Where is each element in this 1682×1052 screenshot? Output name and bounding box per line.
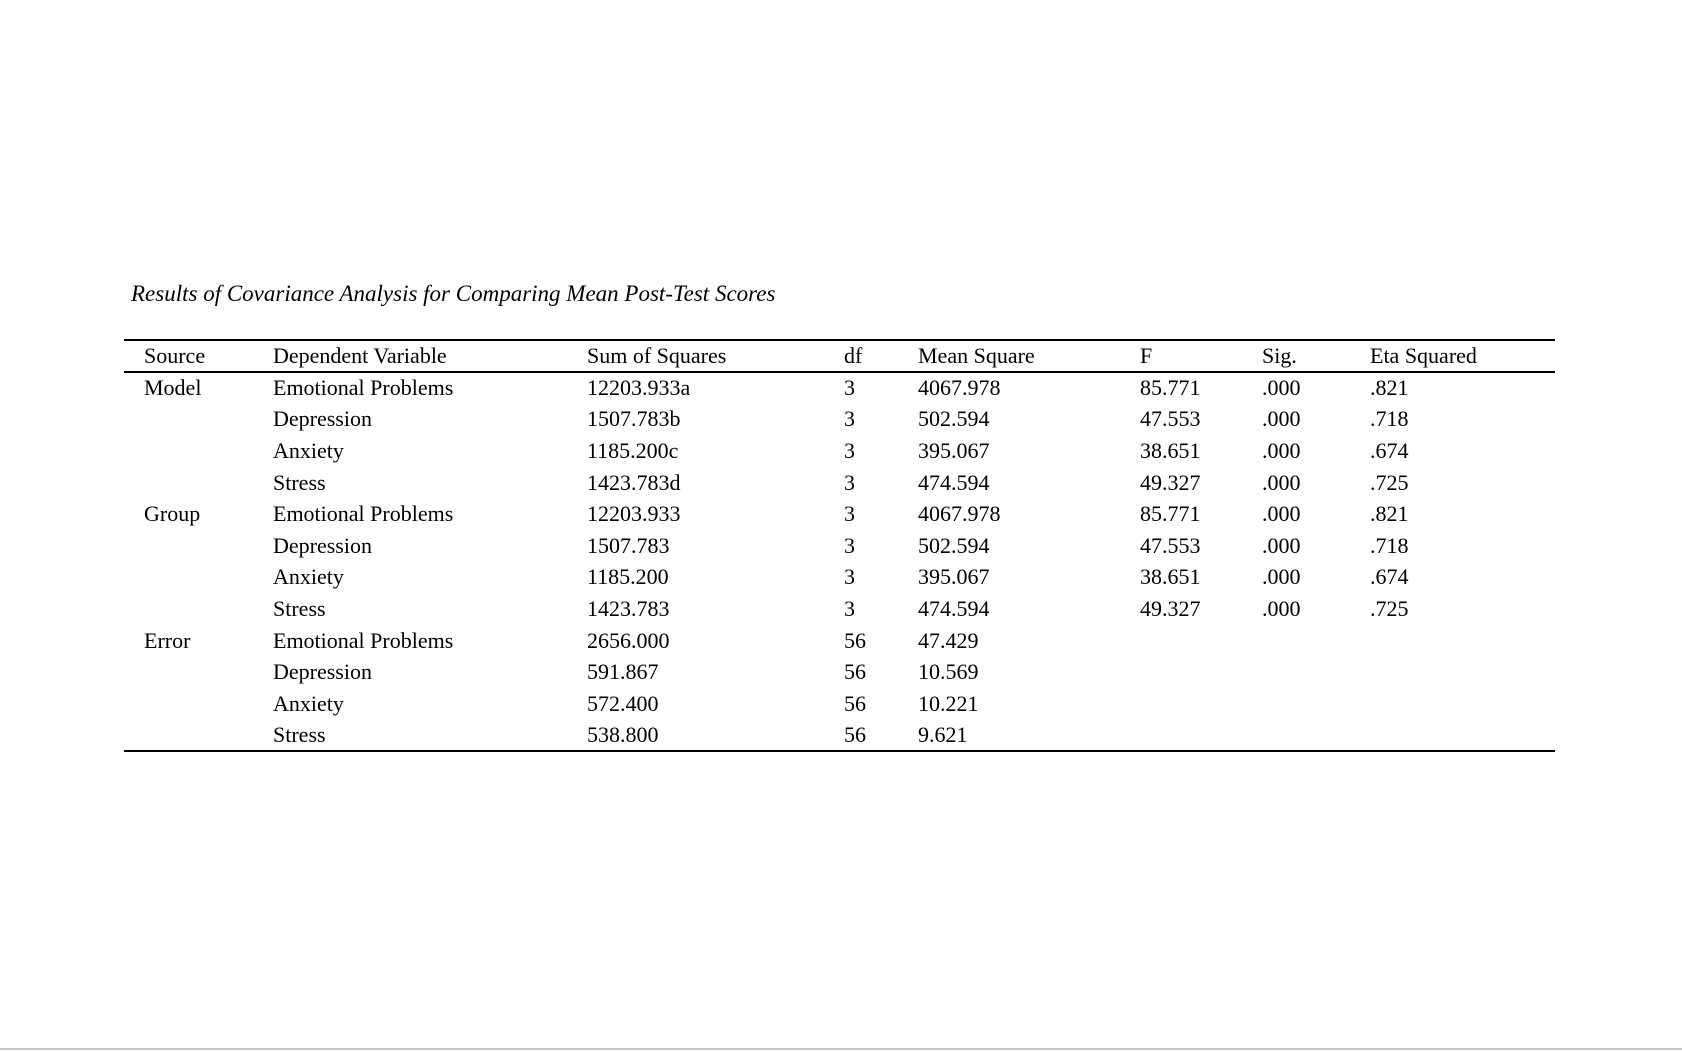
cell-source: Group	[144, 501, 201, 527]
cell-mean-square: 395.067	[918, 564, 990, 590]
cell-df: 56	[844, 690, 866, 716]
table-row	[124, 562, 1555, 594]
cell-eta-squared: .718	[1370, 532, 1409, 558]
table-row	[124, 467, 1555, 499]
cell-sig	[1242, 625, 1350, 657]
cell-sum-of-squares: 1423.783	[587, 595, 670, 621]
cell-source	[124, 404, 253, 436]
cell-dependent-variable: Depression	[273, 406, 372, 432]
cell-sum-of-squares: 12203.933	[587, 501, 681, 527]
cell-dependent-variable: Emotional Problems	[273, 627, 454, 653]
table-row	[124, 372, 1555, 404]
cell-df: 3	[844, 501, 855, 527]
cell-sig	[1242, 656, 1350, 688]
cell-df: 56	[844, 627, 866, 653]
cell-eta-squared: .725	[1370, 469, 1409, 495]
cell-df: 3	[844, 595, 855, 621]
column-header-f: F	[1120, 340, 1242, 372]
cell-source	[124, 530, 253, 562]
cell-sig: .000	[1262, 564, 1301, 590]
column-header-sig: Sig.	[1242, 340, 1350, 372]
cell-df: 3	[844, 469, 855, 495]
table-row	[124, 593, 1555, 625]
column-header-dependent-variable: Dependent Variable	[253, 340, 567, 372]
cell-sum-of-squares: 591.867	[587, 659, 659, 685]
cell-source	[124, 562, 253, 594]
cell-sum-of-squares: 572.400	[587, 690, 659, 716]
cell-dependent-variable: Stress	[273, 469, 326, 495]
cell-mean-square: 395.067	[918, 437, 990, 463]
cell-f: 85.771	[1140, 375, 1201, 401]
cell-f: 47.553	[1140, 532, 1201, 558]
page-boundary-line	[0, 1048, 1682, 1050]
cell-df: 3	[844, 564, 855, 590]
table-header-row	[124, 340, 1555, 372]
cell-source	[124, 720, 253, 752]
table-row	[124, 656, 1555, 688]
cell-sum-of-squares: 1185.200c	[587, 437, 679, 463]
cell-f: 38.651	[1140, 564, 1201, 590]
cell-eta-squared: .725	[1370, 595, 1409, 621]
cell-dependent-variable: Anxiety	[273, 437, 344, 463]
column-header-sum-of-squares: Sum of Squares	[567, 340, 824, 372]
cell-mean-square: 502.594	[918, 532, 990, 558]
column-header-mean-square: Mean Square	[898, 340, 1120, 372]
cell-eta-squared	[1350, 688, 1555, 720]
cell-sum-of-squares: 1507.783b	[587, 406, 681, 432]
cell-sum-of-squares: 1507.783	[587, 532, 670, 558]
cell-sum-of-squares: 1423.783d	[587, 469, 681, 495]
cell-eta-squared: .674	[1370, 564, 1409, 590]
cell-sig: .000	[1262, 469, 1301, 495]
table-caption: Results of Covariance Analysis for Comparing Mean Post-Test Scores	[131, 281, 776, 306]
cell-mean-square: 474.594	[918, 469, 990, 495]
cell-df: 56	[844, 721, 866, 747]
cell-eta-squared: .821	[1370, 375, 1409, 401]
cell-source: Model	[144, 375, 202, 401]
cell-source	[124, 688, 253, 720]
cell-dependent-variable: Depression	[273, 532, 372, 558]
cell-eta-squared	[1350, 720, 1555, 752]
cell-mean-square: 47.429	[918, 627, 979, 653]
cell-sum-of-squares: 538.800	[587, 721, 659, 747]
cell-mean-square: 9.621	[918, 721, 968, 747]
cell-sum-of-squares: 12203.933a	[587, 375, 691, 401]
cell-sig: .000	[1262, 532, 1301, 558]
cell-mean-square: 474.594	[918, 595, 990, 621]
cell-mean-square: 502.594	[918, 406, 990, 432]
cell-f	[1120, 656, 1242, 688]
cell-f: 85.771	[1140, 501, 1201, 527]
table-row	[124, 688, 1555, 720]
cell-sig: .000	[1262, 375, 1301, 401]
table-row	[124, 625, 1555, 657]
cell-df: 3	[844, 375, 855, 401]
cell-eta-squared	[1350, 625, 1555, 657]
cell-eta-squared	[1350, 656, 1555, 688]
table-row	[124, 404, 1555, 436]
cell-sum-of-squares: 1185.200	[587, 564, 669, 590]
cell-source	[124, 593, 253, 625]
cell-df: 56	[844, 659, 866, 685]
cell-dependent-variable: Anxiety	[273, 564, 344, 590]
table-row	[124, 498, 1555, 530]
cell-dependent-variable: Anxiety	[273, 690, 344, 716]
table-row	[124, 530, 1555, 562]
cell-mean-square: 10.221	[918, 690, 979, 716]
cell-source	[124, 435, 253, 467]
cell-sig	[1242, 720, 1350, 752]
cell-f: 49.327	[1140, 469, 1201, 495]
table-row	[124, 435, 1555, 467]
column-header-eta-squared: Eta Squared	[1350, 340, 1555, 372]
cell-sig: .000	[1262, 501, 1301, 527]
column-header-source: Source	[124, 340, 253, 372]
ancova-results-table	[124, 339, 1555, 752]
cell-eta-squared: .821	[1370, 501, 1409, 527]
cell-dependent-variable: Emotional Problems	[273, 375, 454, 401]
column-header-df: df	[824, 340, 898, 372]
cell-sum-of-squares: 2656.000	[587, 627, 670, 653]
cell-f: 49.327	[1140, 595, 1201, 621]
cell-sig: .000	[1262, 406, 1301, 432]
cell-f: 38.651	[1140, 437, 1201, 463]
cell-source: Error	[144, 627, 191, 653]
cell-source	[124, 656, 253, 688]
cell-eta-squared: .674	[1370, 437, 1409, 463]
cell-eta-squared: .718	[1370, 406, 1409, 432]
table-row	[124, 720, 1555, 752]
cell-dependent-variable: Stress	[273, 721, 326, 747]
cell-df: 3	[844, 437, 855, 463]
cell-f	[1120, 688, 1242, 720]
cell-f: 47.553	[1140, 406, 1201, 432]
cell-f	[1120, 625, 1242, 657]
cell-source	[124, 467, 253, 499]
cell-df: 3	[844, 532, 855, 558]
cell-mean-square: 4067.978	[918, 501, 1001, 527]
cell-f	[1120, 720, 1242, 752]
cell-sig: .000	[1262, 595, 1301, 621]
cell-dependent-variable: Emotional Problems	[273, 501, 454, 527]
cell-sig: .000	[1262, 437, 1301, 463]
cell-mean-square: 4067.978	[918, 375, 1001, 401]
cell-dependent-variable: Stress	[273, 595, 326, 621]
cell-sig	[1242, 688, 1350, 720]
cell-mean-square: 10.569	[918, 659, 979, 685]
cell-dependent-variable: Depression	[273, 659, 372, 685]
cell-df: 3	[844, 406, 855, 432]
